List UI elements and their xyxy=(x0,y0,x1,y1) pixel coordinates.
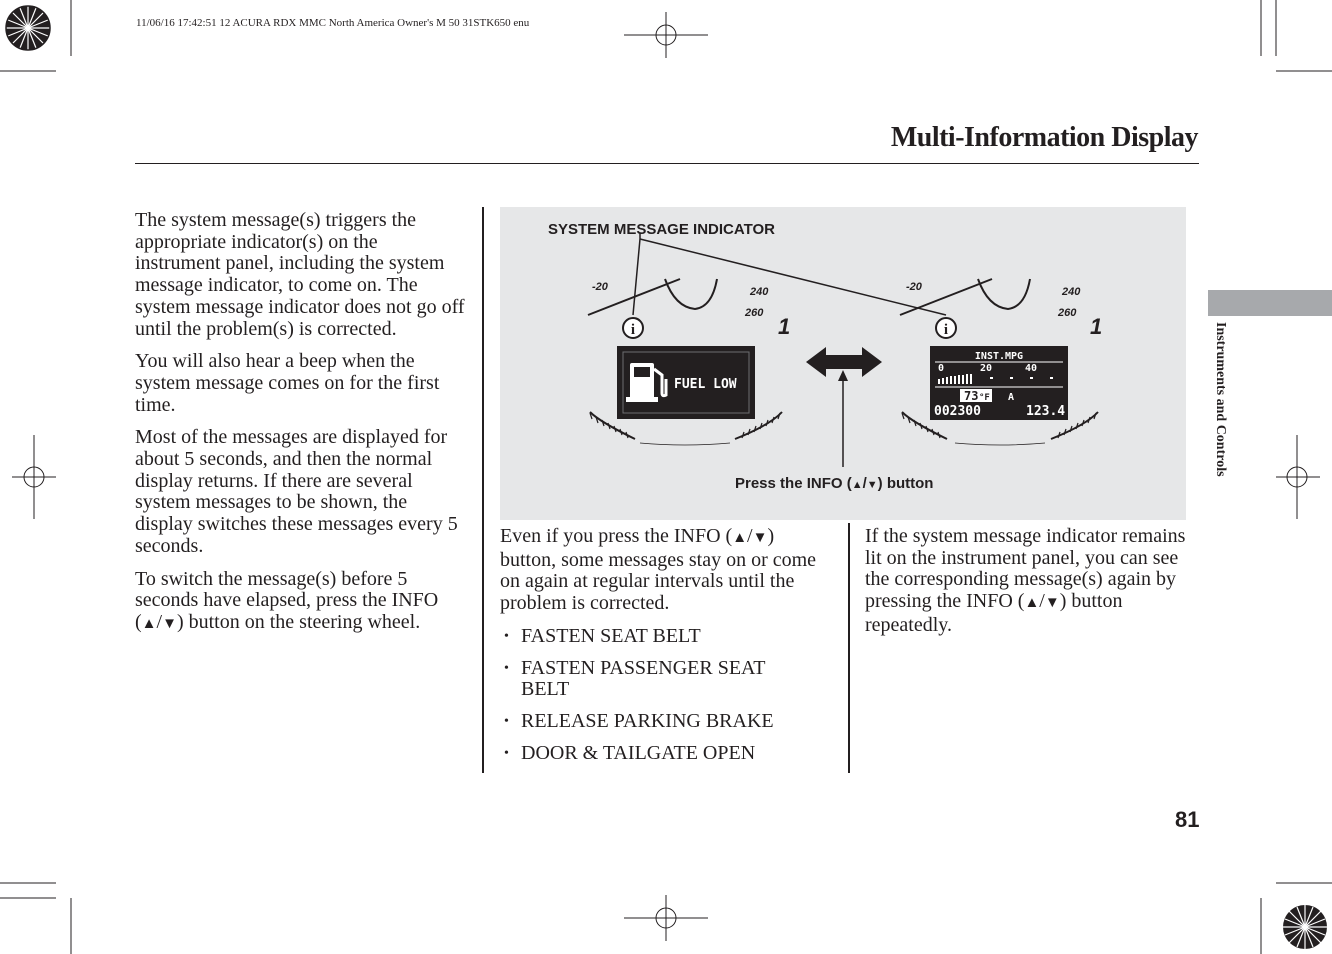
gauge-label: -20 xyxy=(906,281,922,293)
message-list xyxy=(500,626,830,765)
gauge-label: -20 xyxy=(592,281,608,293)
text-span: ) button repeatedly. xyxy=(865,590,1123,636)
paragraph xyxy=(135,569,465,636)
paragraph: The system message(s) triggers the appropriate indicator(s) on the instrument panel, including the system message indicator, to come on. The system message indicator does not go off until the problem(s) is corrected. xyxy=(135,209,465,340)
slash: / xyxy=(747,525,753,547)
column-divider xyxy=(848,523,850,773)
up-arrow-icon: ▲ xyxy=(141,615,157,632)
temperature-unit: °F xyxy=(979,393,990,403)
text-span: To switch the message(s) before 5 seconds have elapsed, press the INFO ( xyxy=(135,567,439,633)
paragraph: You will also hear a beep when the system message comes on for the first time. xyxy=(135,350,440,416)
trip-value: 123.4 xyxy=(1026,404,1066,419)
system-message-indicator-label: SYSTEM MESSAGE INDICATOR xyxy=(548,221,775,238)
mpg-scale-label: 20 xyxy=(980,363,993,374)
left-cluster xyxy=(588,279,790,445)
page-title: Multi-Information Display xyxy=(890,122,1198,153)
left-column xyxy=(135,210,465,647)
title-rule xyxy=(135,163,1199,164)
down-arrow-icon: ▼ xyxy=(752,530,768,546)
section-tab-label: Instruments and Controls xyxy=(1213,322,1228,477)
text-span: Press the INFO ( xyxy=(735,475,852,492)
text-span: ) button, some messages stay on or come on again at regular intervals until the problem is corrected. xyxy=(500,525,817,615)
fuel-low-message: FUEL LOW xyxy=(674,377,737,392)
up-arrow-icon: ▲ xyxy=(851,479,863,491)
up-arrow-icon: ▲ xyxy=(1024,595,1040,612)
list-item: • RELEASE PARKING BRAKE xyxy=(500,711,830,733)
text-span: If the system message indicator remains lit on the instrument panel, you can see the corresponding message(s) again by pressing the INFO ( xyxy=(865,525,1186,613)
odometer-value: 002300 xyxy=(934,404,981,419)
gauge-label: 260 xyxy=(1058,307,1077,319)
list-item: • DOOR & TAILGATE OPEN xyxy=(500,743,830,765)
list-item: • FASTEN PASSENGER SEAT BELT xyxy=(500,658,830,701)
slash: / xyxy=(862,475,867,492)
mpg-scale-label: 40 xyxy=(1025,363,1038,374)
slash: / xyxy=(156,610,163,633)
text-span: Even if you press the INFO ( xyxy=(500,525,733,547)
mpg-display-title: INST.MPG xyxy=(974,351,1024,362)
trip-mode: A xyxy=(1008,392,1015,403)
down-arrow-icon: ▼ xyxy=(1044,595,1060,612)
down-arrow-icon: ▼ xyxy=(162,615,177,632)
print-header: 11/06/16 17:42:51 12 ACURA RDX MMC North America Owner's M 50 31STK650 enu xyxy=(136,17,530,29)
down-arrow-icon: ▼ xyxy=(866,479,878,491)
up-arrow-icon: ▲ xyxy=(732,530,748,546)
gauge-label: 240 xyxy=(1062,286,1081,298)
info-indicator-glyph: i xyxy=(630,322,636,338)
page-number: 81 xyxy=(1175,807,1200,832)
right-cluster xyxy=(900,279,1102,445)
section-tab-marker xyxy=(1208,290,1332,316)
instrument-panel-figure xyxy=(500,207,1186,520)
text-span: ) button on the steering wheel. xyxy=(176,610,421,633)
paragraph xyxy=(500,526,830,615)
middle-column xyxy=(500,526,830,774)
outside-temperature: 73 xyxy=(964,389,979,403)
paragraph: Most of the messages are displayed for about 5 seconds, and then the normal display returns. If there are several system messages to be shown, the display switches these messages every 5 seconds. xyxy=(135,426,458,557)
list-item: • FASTEN SEAT BELT xyxy=(500,626,830,648)
cluster-illustration xyxy=(500,207,1186,520)
mpg-scale-label: 0 xyxy=(938,363,945,374)
info-indicator-glyph: i xyxy=(943,322,949,338)
right-column xyxy=(865,526,1190,648)
paragraph xyxy=(865,526,1190,637)
text-span: ) button xyxy=(877,475,934,492)
column-divider xyxy=(482,207,484,773)
gauge-label: 260 xyxy=(745,307,764,319)
gauge-digit: 1 xyxy=(1090,314,1103,339)
slash: / xyxy=(1039,590,1045,613)
gauge-label: 240 xyxy=(750,286,769,298)
gauge-digit: 1 xyxy=(778,314,791,339)
